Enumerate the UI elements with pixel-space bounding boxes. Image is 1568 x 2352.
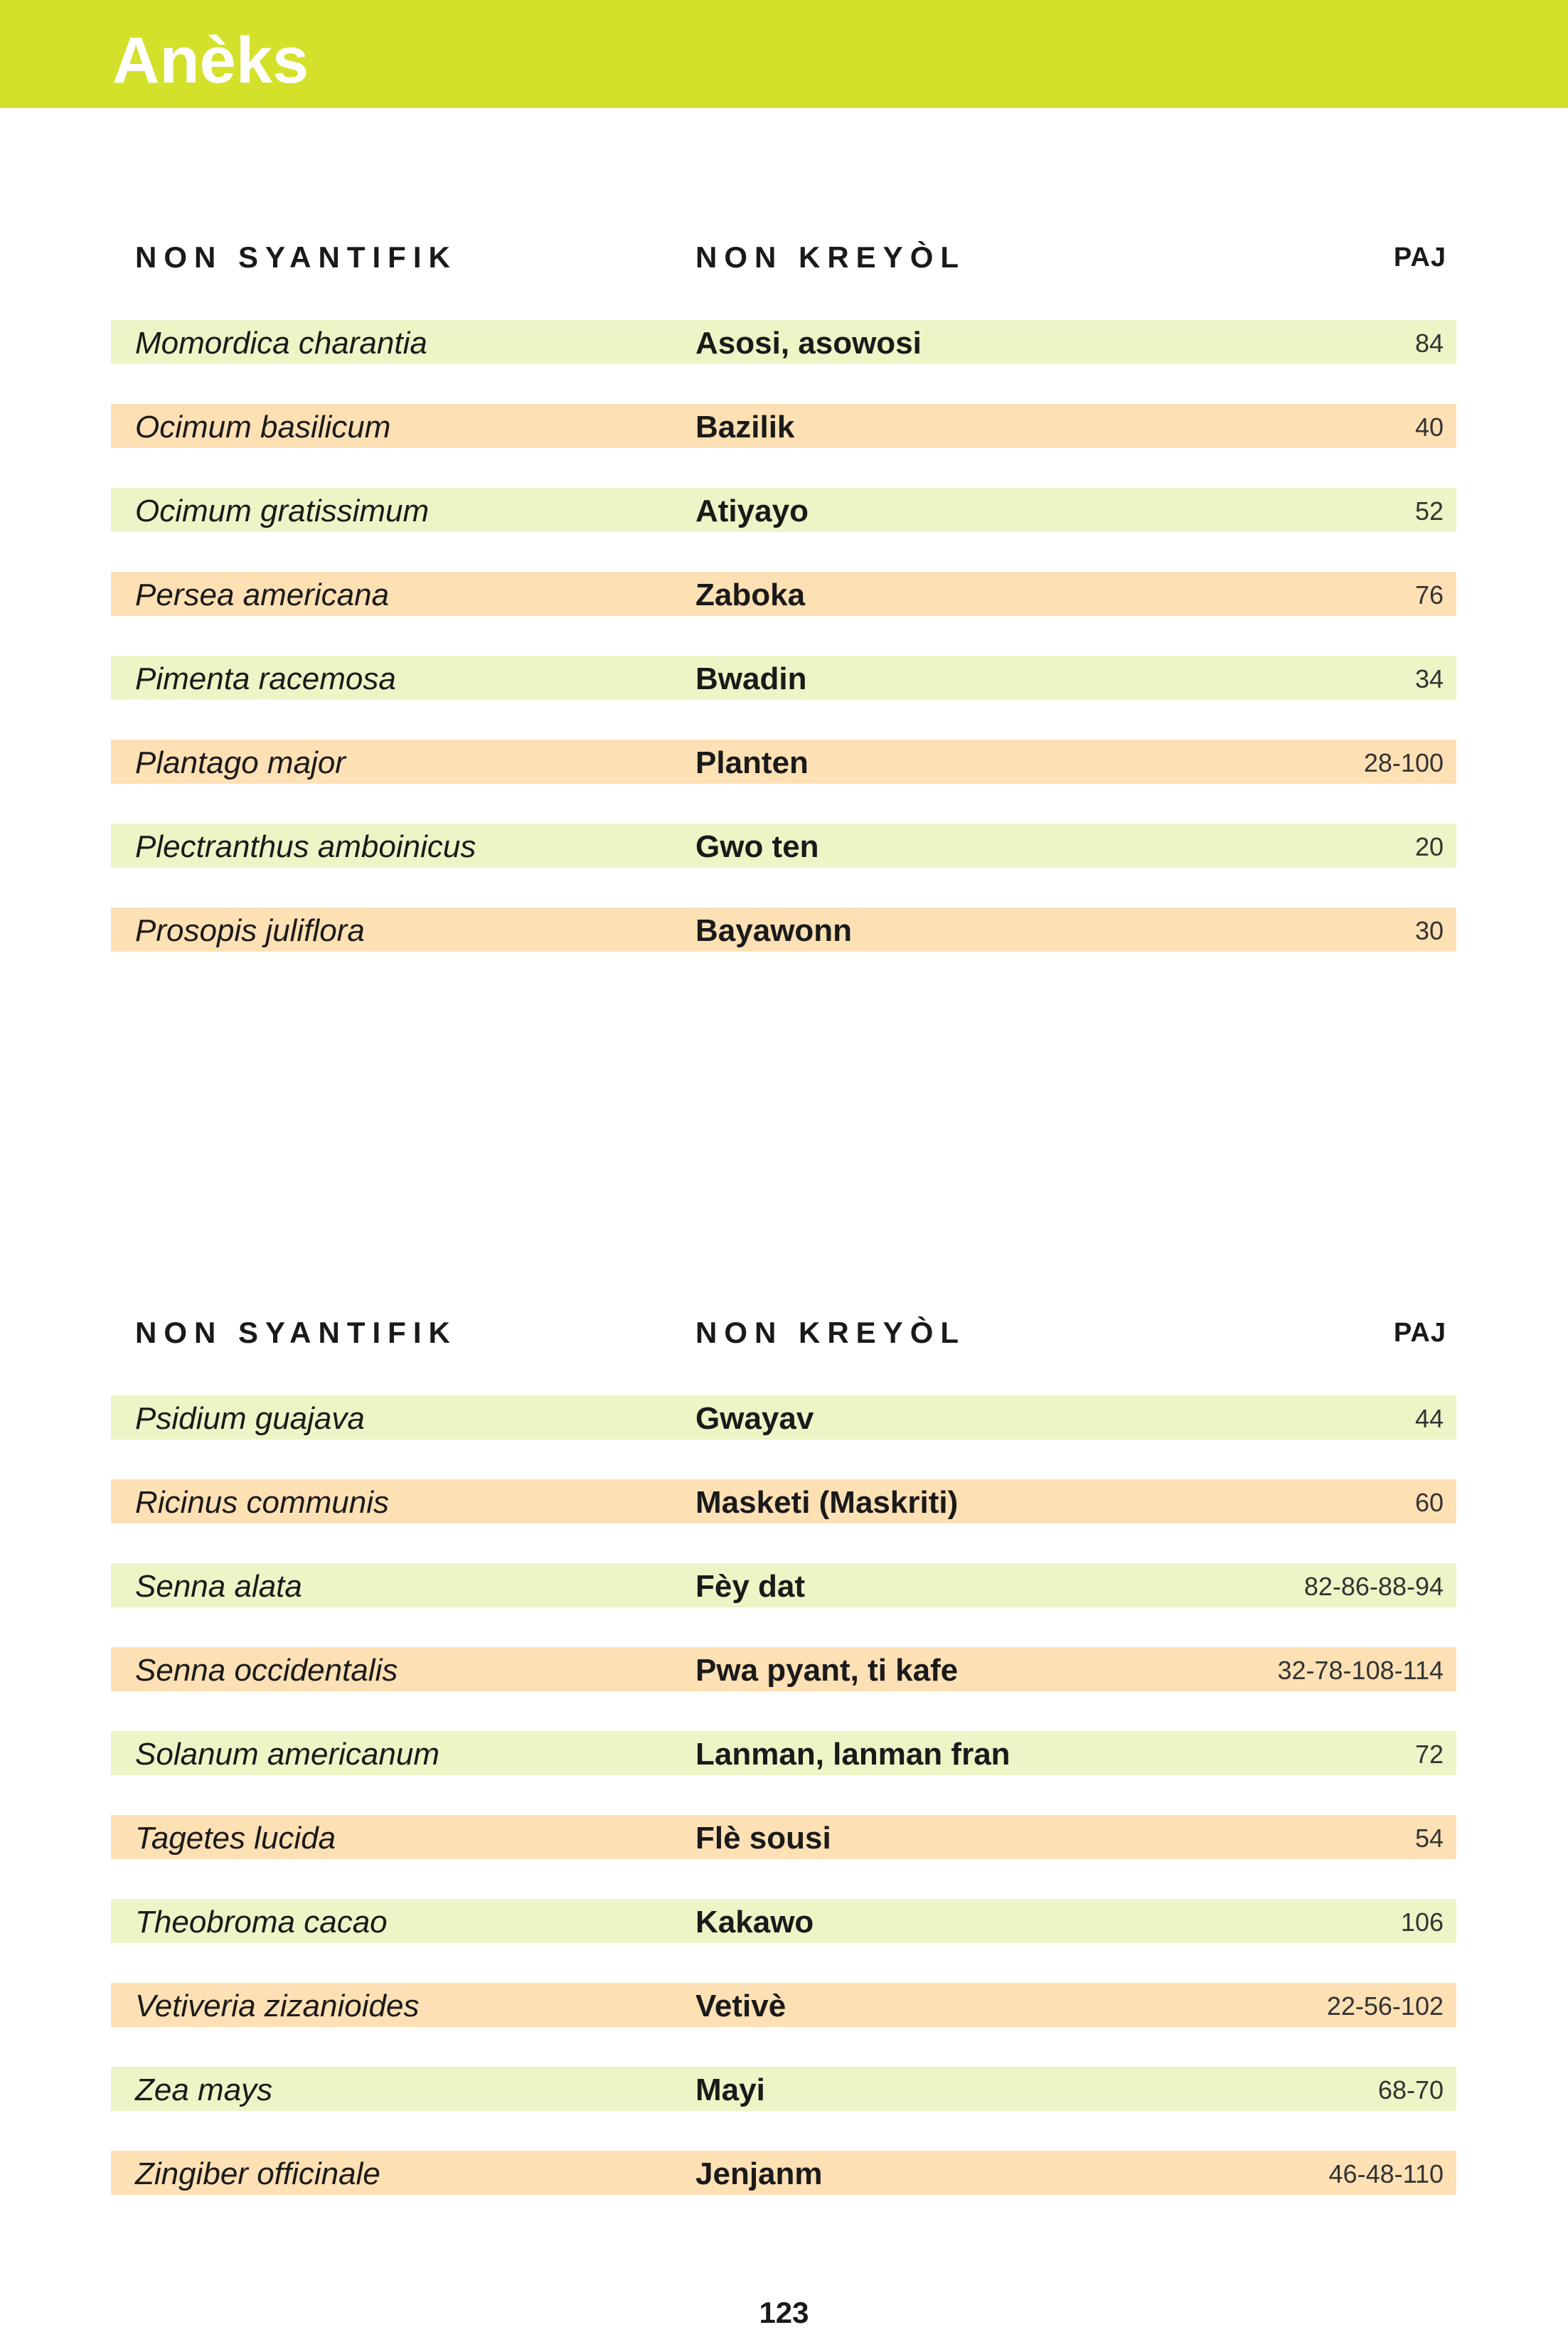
- page-ref: 76: [1414, 580, 1444, 610]
- page-ref: 40: [1414, 413, 1444, 442]
- table-row: [111, 320, 1456, 364]
- scientific-name: Pimenta racemosa: [135, 661, 396, 696]
- scientific-name: Solanum americanum: [135, 1737, 439, 1772]
- scientific-name: Momordica charantia: [135, 326, 427, 361]
- table-row: [111, 908, 1456, 952]
- column-header-scientific: NON SYANTIFIK: [135, 240, 457, 274]
- creole-name: Fèy dat: [695, 1569, 806, 1604]
- page-ref: 68-70: [1377, 2075, 1444, 2104]
- table-row: [111, 488, 1456, 532]
- creole-name: Zaboka: [695, 578, 806, 612]
- creole-name: Gwayav: [695, 1401, 814, 1436]
- column-header-creole: NON KREYÒL: [695, 1316, 966, 1349]
- table-row: [111, 656, 1456, 700]
- scientific-name: Senna occidentalis: [135, 1653, 398, 1688]
- column-header-page: PAJ: [1393, 243, 1446, 272]
- header-band: [0, 0, 1568, 108]
- scientific-name: Prosopis juliflora: [135, 913, 365, 948]
- column-header-creole: NON KREYÒL: [695, 240, 966, 274]
- scientific-name: Psidium guajava: [135, 1401, 365, 1436]
- creole-name: Bayawonn: [695, 913, 853, 948]
- scientific-name: Persea americana: [135, 578, 390, 612]
- table-row: [111, 1731, 1456, 1775]
- creole-name: Atiyayo: [695, 494, 809, 528]
- page-ref: 52: [1414, 496, 1444, 526]
- table-row: [111, 740, 1456, 784]
- page-ref: 82-86-88-94: [1303, 1572, 1444, 1601]
- column-headers: [111, 236, 1456, 279]
- page-ref: 32-78-108-114: [1277, 1656, 1444, 1685]
- page-ref: 28-100: [1363, 748, 1444, 777]
- table-row: [111, 1563, 1456, 1607]
- table-row: [111, 404, 1456, 448]
- page-ref: 20: [1414, 832, 1444, 861]
- creole-name: Masketi (Maskriti): [695, 1485, 959, 1520]
- scientific-name: Senna alata: [135, 1569, 302, 1604]
- plant-table-1: [111, 236, 1456, 991]
- column-headers: [111, 1311, 1456, 1354]
- scientific-name: Plantago major: [135, 745, 346, 780]
- table-row: [111, 824, 1456, 868]
- scientific-name: Ricinus communis: [135, 1485, 389, 1520]
- page-ref: 106: [1400, 1907, 1444, 1937]
- table-row: [111, 1815, 1456, 1859]
- creole-name: Bwadin: [695, 661, 807, 696]
- page-number: 123: [759, 2296, 809, 2329]
- column-header-scientific: NON SYANTIFIK: [135, 1316, 457, 1349]
- page-ref: 22-56-102: [1326, 1991, 1444, 2021]
- table-rows: [111, 320, 1456, 952]
- table-row: [111, 1899, 1456, 1943]
- scientific-name: Vetiveria zizanioides: [135, 1989, 420, 2023]
- creole-name: Gwo ten: [695, 829, 819, 864]
- plant-table-2: [111, 1311, 1456, 2235]
- creole-name: Mayi: [695, 2072, 765, 2107]
- table-row: [111, 572, 1456, 616]
- column-header-page: PAJ: [1393, 1318, 1446, 1348]
- page-ref: 72: [1414, 1740, 1444, 1769]
- scientific-name: Zea mays: [135, 2072, 273, 2107]
- scientific-name: Theobroma cacao: [135, 1905, 388, 1939]
- page-title: Anèks: [112, 24, 309, 97]
- table-row: [111, 1983, 1456, 2027]
- table-row: [111, 1395, 1456, 1440]
- page-ref: 54: [1414, 1824, 1444, 1853]
- creole-name: Pwa pyant, ti kafe: [695, 1653, 959, 1688]
- scientific-name: Ocimum gratissimum: [135, 494, 430, 528]
- scientific-name: Ocimum basilicum: [135, 410, 391, 445]
- page-ref: 30: [1414, 916, 1444, 945]
- creole-name: Planten: [695, 745, 809, 780]
- page-ref: 60: [1414, 1488, 1444, 1517]
- table-row: [111, 2067, 1456, 2111]
- scientific-name: Zingiber officinale: [135, 2156, 380, 2191]
- table-row: [111, 1479, 1456, 1523]
- creole-name: Bazilik: [695, 410, 795, 445]
- scientific-name: Plectranthus amboinicus: [135, 829, 476, 864]
- table-row: [111, 1647, 1456, 1691]
- scientific-name: Tagetes lucida: [135, 1821, 336, 1856]
- creole-name: Jenjanm: [695, 2156, 823, 2191]
- creole-name: Kakawo: [695, 1905, 814, 1939]
- table-rows: [111, 1395, 1456, 2195]
- creole-name: Lanman, lanman fran: [695, 1737, 1010, 1772]
- page-ref: 46-48-110: [1328, 2159, 1444, 2188]
- page-ref: 84: [1414, 329, 1444, 358]
- creole-name: Asosi, asowosi: [695, 326, 922, 361]
- creole-name: Flè sousi: [695, 1821, 831, 1856]
- table-row: [111, 2151, 1456, 2195]
- page-ref: 44: [1414, 1404, 1444, 1433]
- creole-name: Vetivè: [695, 1989, 786, 2023]
- page-ref: 34: [1414, 664, 1444, 693]
